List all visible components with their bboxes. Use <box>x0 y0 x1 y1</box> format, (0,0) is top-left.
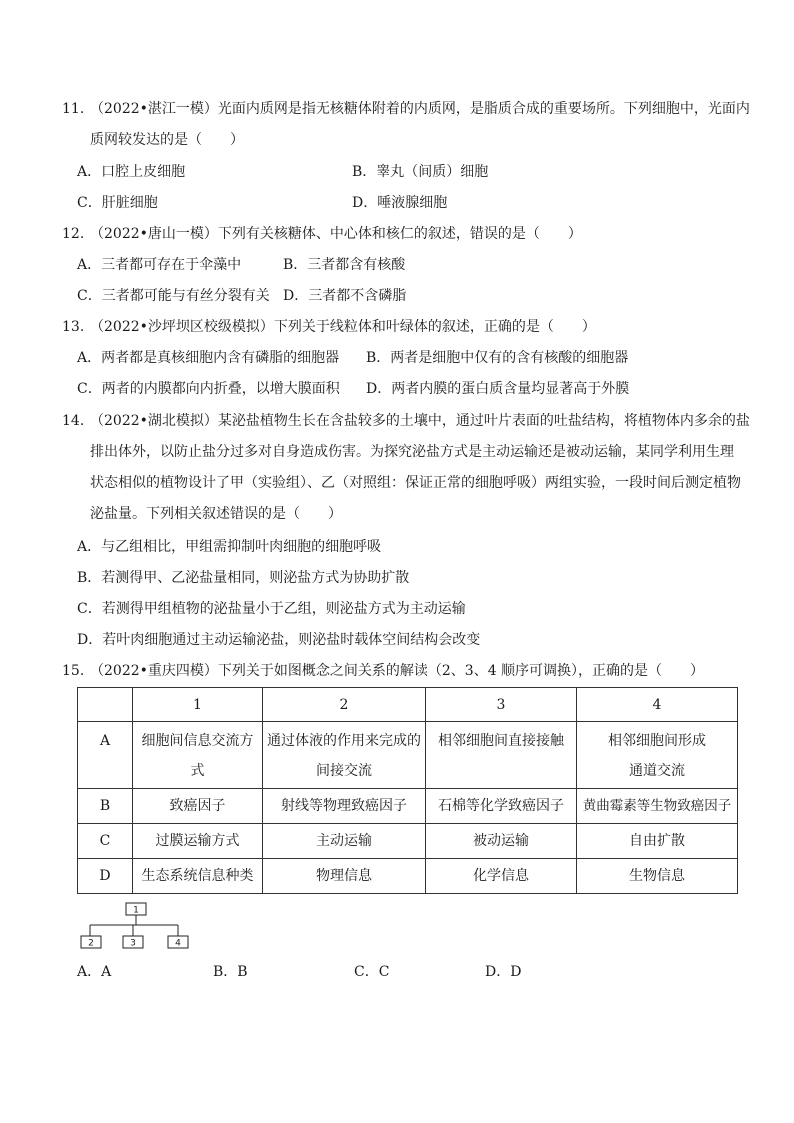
table-cell: 射线等物理致癌因子 <box>263 789 426 824</box>
question-number: 14. <box>62 413 85 429</box>
option-b[interactable]: B．三者都含有核酸 <box>283 257 406 273</box>
question-stem-continued: 排出体外，以防止盐分过多对自身造成伤害。为探究泌盐方式是主动运输还是被动运输，某同学利用生理 <box>90 444 734 460</box>
diagram-label-1: 1 <box>133 905 139 916</box>
question-stem: （2022•湖北模拟）某泌盐植物生长在含盐较多的土壤中，通过叶片表面的吐盐结构，将植物体内多余的盐 <box>90 413 750 429</box>
question-stem-continued: 状态相似的植物设计了甲（实验组）、乙（对照组：保证正常的细胞呼吸）两组实验，一段时间后测定植物 <box>90 475 741 491</box>
option-b[interactable]: B．若测得甲、乙泌盐量相同，则泌盐方式为协助扩散 <box>77 570 410 586</box>
option-b[interactable]: B．两者是细胞中仅有的含有核酸的细胞器 <box>366 350 629 366</box>
option-b[interactable]: B．睾丸（间质）细胞 <box>352 164 489 180</box>
question-number: 15. <box>62 663 85 679</box>
table-cell: 过膜运输方式 <box>133 824 263 859</box>
option-d[interactable]: D．若叶肉细胞通过主动运输泌盐，则泌盐时载体空间结构会改变 <box>77 632 481 648</box>
option-c[interactable]: C．三者都可能与有丝分裂有关 <box>77 288 270 304</box>
table-cell: 主动运输 <box>263 824 426 859</box>
option-c[interactable]: C．两者的内膜都向内折叠，以增大膜面积 <box>77 381 340 397</box>
table-cell: 化学信息 <box>426 859 577 894</box>
option-a[interactable]: A．A <box>77 964 112 980</box>
option-d[interactable]: D．唾液腺细胞 <box>352 195 448 211</box>
table-cell: 被动运输 <box>426 824 577 859</box>
cell-line: 通过体液的作用来完成的 <box>267 733 421 749</box>
row-label: D <box>78 859 133 894</box>
cell-line: 相邻细胞间形成 <box>608 733 706 749</box>
question-stem: （2022•沙坪坝区校级模拟）下列关于线粒体和叶绿体的叙述，正确的是（ ） <box>90 319 596 335</box>
table-cell: 生态系统信息种类 <box>133 859 263 894</box>
option-b[interactable]: B．B <box>213 964 248 980</box>
header-cell: 3 <box>426 688 577 722</box>
table-cell <box>577 722 738 789</box>
cell-line: 间接交流 <box>316 763 372 779</box>
question-14 <box>62 406 752 530</box>
table-header-row <box>78 688 738 722</box>
table-cell <box>263 722 426 789</box>
table-cell <box>133 722 263 789</box>
option-d[interactable]: D．两者内膜的蛋白质含量均显著高于外膜 <box>366 381 630 397</box>
question-stem: （2022•唐山一模）下列有关核糖体、中心体和核仁的叙述，错误的是（ ） <box>90 226 582 242</box>
row-label: C <box>78 824 133 859</box>
table-cell: 石棉等化学致癌因子 <box>426 789 577 824</box>
question-stem-continued: 泌盐量。下列相关叙述错误的是（ ） <box>90 506 342 522</box>
cell-line: 通道交流 <box>629 763 685 779</box>
question-15 <box>62 656 742 687</box>
table-row <box>78 789 738 824</box>
option-a[interactable]: A．口腔上皮细胞 <box>77 164 186 180</box>
question-stem: （2022•湛江一模）光面内质网是指无核糖体附着的内质网，是脂质合成的重要场所。下列细胞中，光面内 <box>90 101 750 117</box>
header-cell <box>78 688 133 722</box>
table-row <box>78 722 738 789</box>
option-a[interactable]: A．两者都是真核细胞内含有磷脂的细胞器 <box>77 350 340 366</box>
option-a[interactable]: A．与乙组相比，甲组需抑制叶肉细胞的细胞呼吸 <box>77 539 382 555</box>
question-number: 12. <box>62 226 85 242</box>
cell-line: 式 <box>190 763 205 779</box>
header-cell: 4 <box>577 688 738 722</box>
diagram-label-3: 3 <box>130 938 136 949</box>
table-cell: 相邻细胞间直接接触 <box>426 722 577 789</box>
option-a[interactable]: A．三者都可存在于伞藻中 <box>77 257 242 273</box>
table-cell: 致癌因子 <box>133 789 263 824</box>
option-c[interactable]: C．肝脏细胞 <box>77 195 158 211</box>
concept-diagram <box>80 902 195 952</box>
table-cell: 物理信息 <box>263 859 426 894</box>
row-label: B <box>78 789 133 824</box>
header-cell: 1 <box>133 688 263 722</box>
question-stem-continued: 质网较发达的是（ ） <box>90 132 244 148</box>
option-d[interactable]: D．D <box>485 964 522 980</box>
row-label: A <box>78 722 133 789</box>
table-row <box>78 824 738 859</box>
question-11 <box>62 94 750 156</box>
question-number: 11. <box>62 101 85 117</box>
table-cell: 生物信息 <box>577 859 738 894</box>
table-cell: 自由扩散 <box>577 824 738 859</box>
table-row <box>78 859 738 894</box>
option-c[interactable]: C．若测得甲组植物的泌盐量小于乙组，则泌盐方式为主动运输 <box>77 601 466 617</box>
diagram-label-2: 2 <box>88 938 94 949</box>
question-stem: （2022•重庆四模）下列关于如图概念之间关系的解读（2、3、4 顺序可调换），正确的是（ ） <box>90 663 705 679</box>
question-13 <box>62 312 742 343</box>
table-cell: 黄曲霉素等生物致癌因子 <box>577 789 738 824</box>
option-c[interactable]: C．C <box>354 964 390 980</box>
question-12 <box>62 219 742 250</box>
header-cell: 2 <box>263 688 426 722</box>
cell-line: 细胞间信息交流方 <box>141 733 254 749</box>
question-number: 13. <box>62 319 85 335</box>
option-d[interactable]: D．三者都不含磷脂 <box>283 288 407 304</box>
concept-table <box>77 687 738 894</box>
diagram-label-4: 4 <box>175 938 181 949</box>
